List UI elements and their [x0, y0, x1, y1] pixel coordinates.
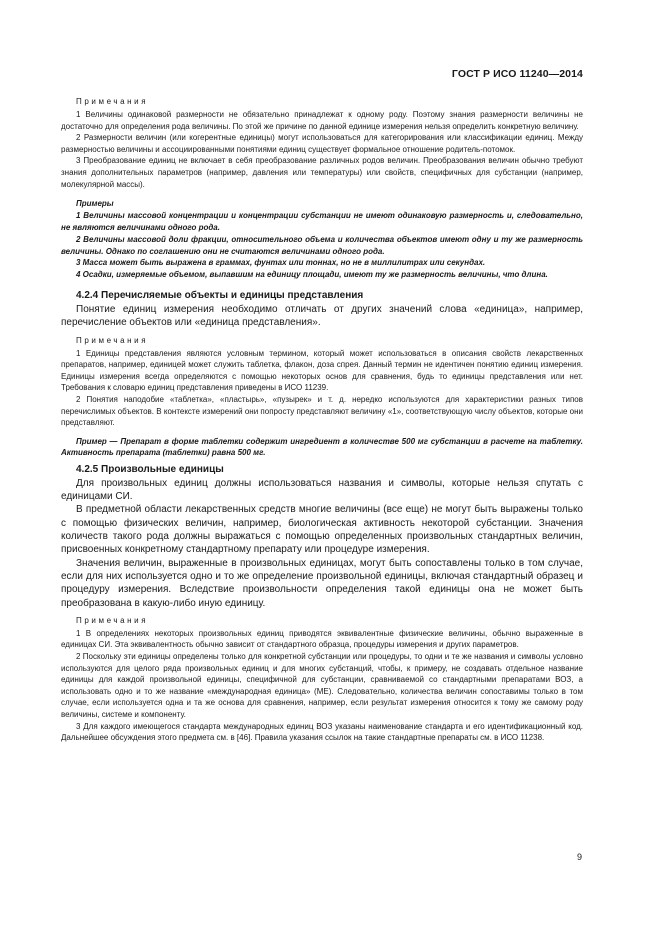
note-item: 2 Понятия наподобие «таблетка», «пластырь», «пузырек» и т. д. нередко используются для характеристики разных типов перечислимых объектов. В контексте измерений они попросту представляют величину «1», соответствующую числу объектов, которые они представляют. — [61, 394, 583, 428]
body-paragraph: Для произвольных единиц должны использоваться названия и символы, которые нельзя спутать с единицами СИ. — [61, 477, 583, 503]
note-item: 1 Величины одинаковой размерности не обязательно принадлежат к одному роду. Поэтому знания размерности величины не достаточно для определения рода величины. По этой же причине по данной единице измерения нельзя определить конкретную величину. — [61, 110, 583, 131]
body-paragraph: Значения величин, выраженные в произвольных единицах, могут быть сопоставлены только в том случае, если для них используется одно и то же определение произвольной единицы, включая стандартный образец и процедуру измерения. Вследствие произвольности определения такой единицы она не может быть преобразована в какую-либо иную единицу. — [61, 557, 583, 609]
notes-block — [61, 335, 583, 429]
page-header-standard: ГОСТ Р ИСО 11240—2014 — [451, 68, 583, 80]
note-item: 1 В определениях некоторых произвольных единиц приводятся эквивалентные физические величины, обычно выраженные в единицах СИ. Эта эквивалентность обычно зависит от стандартного образца, процедуры измерения и других параметров. — [61, 628, 583, 650]
examples-heading: Примеры — [76, 199, 114, 209]
page-number: 9 — [576, 852, 582, 862]
body-paragraph: В предметной области лекарственных средств многие величины (все еще) не могут быть выражены только с помощью физических величин, например, биологическая активность некоторой субстанции. Значения количеств такого рода должны выражаться с помощью определенных произвольных стандартных величин, присвоенных конкретному стандартному препарату или процедуре измерения. — [61, 504, 583, 556]
example-sample: Пример — Препарат в форме таблетки содержит ингредиент в количестве 500 мг субстанции в расчете на таблетку. Активность препарата (таблетки) равна 500 мг. — [61, 436, 583, 458]
example-item: 4 Осадки, измеряемые объемом, выпавшим на единицу площади, имеют ту же размерность величины, что длина. — [76, 270, 548, 280]
example-item: 3 Масса может быть выражена в граммах, фунтах или тоннах, но не в миллилитрах или секундах. — [76, 258, 486, 268]
section-heading-4-2-4: 4.2.4 Перечисляемые объекты и единицы представления — [76, 289, 364, 301]
example-item: 1 Величины массовой концентрации и концентрации субстанции не имеют одинаковую размерность и, следовательно, не являются величинами одного рода. — [61, 211, 583, 232]
notes-heading: Примечания — [76, 97, 149, 106]
notes-heading: Примечания — [76, 615, 149, 625]
note-item: 2 Размерности величин (или когерентные единицы) могут использоваться для категорирования или классификации единиц. Между размерностью величины и ассоциированными понятиями единиц существует формальное отношение родитель-потомок. — [61, 133, 583, 154]
notes-heading: Примечания — [76, 335, 149, 345]
example-item: 2 Величины массовой доли фракции, относительного объема и количества объектов имеют одну и ту же размерность величины. Однако по соглашению они не считаются величинами одного рода. — [61, 234, 583, 256]
note-item: 3 Преобразование единиц не включает в себя преобразование различных родов величин. Преобразования величин обычно требуют знания дополнительных параметров (например, давления или температуры) или свойств, специфичных для субстанции (например, молекулярной массы). — [61, 156, 583, 189]
section-heading-4-2-5: 4.2.5 Произвольные единицы — [76, 463, 224, 475]
document-body — [61, 96, 583, 744]
body-paragraph: Понятие единиц измерения необходимо отличать от других значений слова «единица», например, перечисление объектов или «единица представления». — [61, 303, 583, 329]
note-item: 1 Единицы представления являются условным термином, который может использоваться в описания свойств лекарственных препаратов, например, единицей может служить таблетка, флакон, доза спрея. Данный термин не идентичен понятию единиц измерения. Единицы измерения всегда определяются с помощью некоторых основ для сравнения, будь то единицы представления или нет. Требования к словарю единиц представления приведены в ИСО 11239. — [61, 348, 583, 393]
note-item: 2 Поскольку эти единицы определены только для конкретной субстанции или процедуры, то одни и те же названия и символы условно используются для целого ряда произвольных единиц и для многих субстанций, чтобы, к примеру, не создавать отдельное название единицы для каждой произвольной единицы, специфичной для субстанции, сравниваемой со стандартными препаратами ВОЗ, а использовать одно и то же название «международная единица» (МЕ). Следовательно, количества величин сопоставимы только в том случае, если используется одна и та же основа для сравнения, например, если результат измерения относится к тому же самому роду величины, системе и компоненту. — [61, 652, 583, 719]
note-item: 3 Для каждого имеющегося стандарта международных единиц ВОЗ указаны наименование стандарта и его идентификационный код. Дальнейшее обсуждения этого предмета см. в [46]. Правила указания ссылок на такие стандартные препараты см. в ИСО 11238. — [61, 721, 583, 743]
notes-block — [61, 615, 583, 744]
